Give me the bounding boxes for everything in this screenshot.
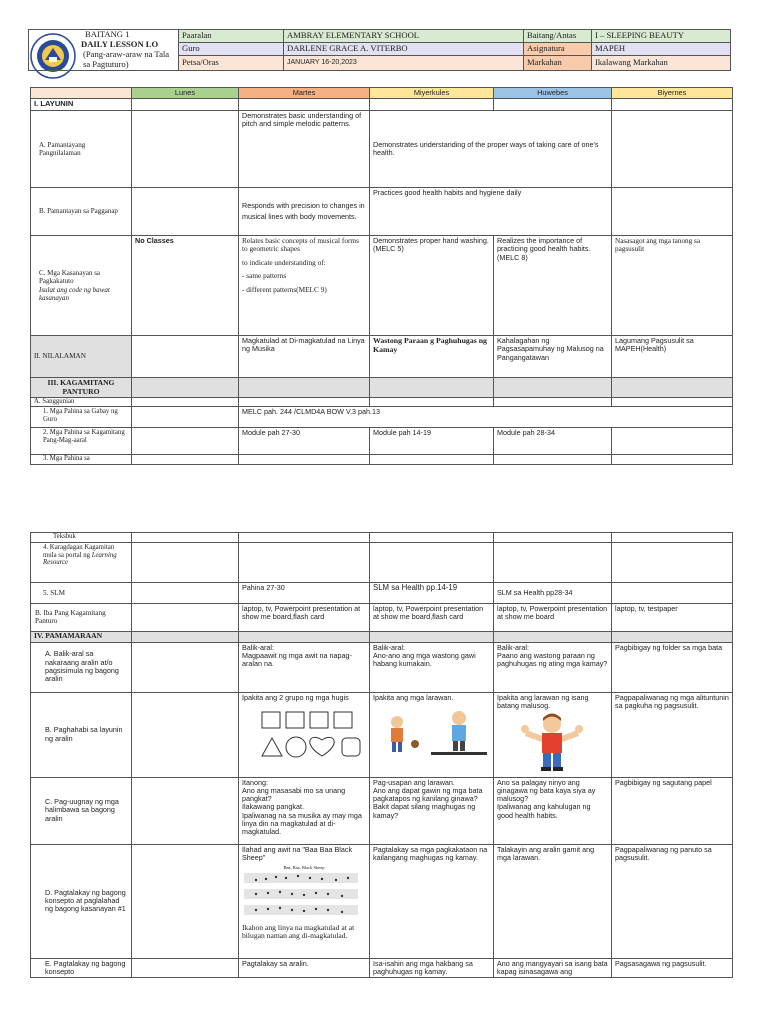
paguugnay-miyerkules: Pag-usapan ang larawan. Ano ang dapat gawin ng mga bata pagkatapos ng kanilang ginawa? Bakit dapat silang maghugas ng kamay? [370, 777, 494, 844]
nilalaman-huwebes: Kahalagahan ng Pagsasapamuhay ng Malusog na Pangangatawan [494, 336, 612, 378]
pangmag-miyerkules: Module pah 14-19 [370, 428, 494, 455]
pangmag-martes: Module pah 27-30 [239, 428, 370, 455]
healthy-child-image [497, 712, 607, 774]
pagtalakay1-martes-intro: Ilahad ang awit na "Baa Baa Black Sheep" [242, 844, 353, 862]
kasanayan-huwebes: Realizes the importance of practicing good health habits.(MELC 8) [494, 236, 612, 336]
paguugnay-biyernes: Pagbibigay ng sagutang papel [612, 777, 733, 844]
teksbuk-label-top: 3. Mga Pahina sa [31, 455, 132, 465]
balik-huwebes: Balik-aral: Paano ang wastong paraan ng paghuhugas ng ating mga kamay? [494, 642, 612, 692]
paghahabi-miyerkules [370, 692, 494, 777]
balik-miyerkules: Balik-aral: Ano-ano ang mga wastong gawi habang kumakain. [370, 642, 494, 692]
pagtalakay2-martes: Pagtalakay sa aralin. [239, 958, 370, 978]
nilalaman-miyerkules: Wastong Paraan g Paghuhugas ng Kamay [370, 336, 494, 378]
asignatura-label: Asignatura [524, 43, 592, 56]
petsa-value: JANUARY 16-20,2023 [284, 56, 524, 70]
slm-huwebes: SLM sa Health pp28-34 [494, 582, 612, 603]
asignatura-value: MAPEH [592, 43, 731, 56]
pagtalakay1-huwebes: Talakayin ang aralin gamit ang mga larawan. [494, 844, 612, 958]
guro-value: DARLENE GRACE A. VITERBO [284, 43, 524, 56]
nilalaman-label: II. NILALAMAN [31, 336, 132, 378]
slm-miyerkules: SLM sa Health pp.14-19 [370, 582, 494, 603]
pagtalakay1-martes [239, 844, 370, 958]
paggaganap-martes: Responds with precision to changes in musical lines with body movements. [239, 188, 370, 236]
paggaganap-label: B. Pamantayan sa Pagganap [31, 188, 132, 236]
kasanayan-martes-line2: to indicate understanding of: [242, 257, 326, 267]
pagtalakay2-label: E. Pagtalakay ng bagong konsepto [31, 958, 132, 978]
pangmag-label: 2. Mga Pahina sa Kagamitang Pang-Mag-aaral [31, 428, 132, 455]
gabay-value: MELC pah. 244 /CLMD4A BOW V.3 pah.13 [239, 407, 733, 428]
kasanayan-martes-line1: Relates basic concepts of musical forms to geometric shapes [242, 236, 359, 254]
iba-martes: laptop, tv, Powerpoint presentation at show me board,flash card [239, 603, 370, 631]
karagdagan-italic: Learning Resource [43, 551, 117, 567]
kasanayan-subtitle: Isulat ang code ng bawat kasanayan [39, 285, 110, 302]
kasanayan-label [31, 236, 132, 336]
iba-label: B. Iba Pang Kagamitang Panturo [31, 603, 132, 631]
sheet-music-title: Baa, Baa, Black Sheep [283, 865, 325, 871]
daily-lesson-subtitle: (Pang-araw-araw na Tala sa Pagtuturo) [83, 48, 170, 69]
pagtalakay1-biyernes: Pagpapaliwanag ng panuto sa pagsusulit. [612, 844, 733, 958]
day-header-huwebes: Huwebes [494, 88, 612, 99]
iba-huwebes: laptop, tv, Powerpoint presentation at show me board [494, 603, 612, 631]
karagdagan-text: 4. Karagdagan Kagamitan mula sa portal ng [43, 543, 115, 559]
pagtalakay1-martes-instruction: Ikahon ang linya na magkatulad at at bilugan naman ang di-magkatulad. [242, 922, 355, 941]
balik-label: A. Balik-aral sa nakaraang aralin at/o pagsisimula ng bagong aralin [31, 642, 132, 692]
iba-biyernes: laptop, tv, testpaper [612, 603, 733, 631]
iba-miyerkules: laptop, tv, Powerpoint presentation at show me board,flash card [370, 603, 494, 631]
layunin-heading: I. LAYUNIN [31, 99, 132, 111]
kasanayan-martes [239, 236, 370, 336]
shape-groups-image [242, 708, 366, 764]
baitang-antas-label: Baitang/Antas [524, 30, 592, 43]
lesson-table-part-2 [30, 532, 733, 978]
paghahabi-biyernes: Pagpapaliwanag ng mga alituntunin sa pagkuha ng pagsusulit. [612, 692, 733, 777]
school-title-cell [29, 30, 179, 71]
paghahabi-miyerkules-text: Ipakita ang mga larawan. [373, 692, 454, 702]
blank-corner [31, 88, 132, 99]
kasanayan-title: C. Mga Kasanayan sa Pagkakatuto [39, 269, 101, 286]
paaralan-label: Paaralan [179, 30, 284, 43]
pamantayang-label: A. Pamantayang Pangnilalaman [31, 111, 132, 188]
paguugnay-label: C. Pag-uugnay ng mga halimbawa sa bagong aralin [31, 777, 132, 844]
slm-martes: Pahina 27-30 [239, 582, 370, 603]
teksbuk-label-bottom: Teksbuk [31, 533, 132, 543]
pagtalakay2-miyerkules: Isa-isahin ang mga hakbang sa paghuhugas ng kamay. [370, 958, 494, 978]
nilalaman-biyernes: Lagumang Pagsusulit sa MAPEH(Health) [612, 336, 733, 378]
baitang-antas-value: I – SLEEPING BEAUTY [592, 30, 731, 43]
slm-label: 5. SLM [31, 582, 132, 603]
pagtalakay1-label: D. Pagtalakay ng bagong konsepto at paglalahad ng bagong kasanayan #1 [31, 844, 132, 958]
markahan-label: Markahan [524, 56, 592, 70]
lesson-table-part-1 [30, 87, 733, 465]
paggaganap-health: Practices good health habits and hygiene daily [370, 188, 612, 236]
pagtalakay1-miyerkules: Pagtalakay sa mga pagkakataon na kailangang maghugas ng kamay. [370, 844, 494, 958]
day-header-martes: Martes [239, 88, 370, 99]
day-header-miyerkules: Miyerkules [370, 88, 494, 99]
sanggunian-label: A. Sanggunian [31, 398, 132, 407]
paaralan-value: AMBRAY ELEMENTARY SCHOOL [284, 30, 524, 43]
paghahabi-label: B. Paghahabi sa layunin ng aralin [31, 692, 132, 777]
sheet-music-image [242, 865, 366, 920]
day-header-biyernes: Biyernes [612, 88, 733, 99]
kagamitan-label: III. KAGAMITANG PANTURO [31, 378, 132, 398]
markahan-value: Ikalawang Markahan [592, 56, 731, 70]
paguugnay-huwebes: Ano sa palagay ninyo ang ginagawa ng bata kaya siya ay malusog? Ipaliwanag ang kahulugan ng good health habits. [494, 777, 612, 844]
pagtalakay2-huwebes: Ano ang mangyayari sa isang bata kapag isinasagawa ang [494, 958, 612, 978]
kasanayan-martes-line3: - same patterns [242, 271, 287, 281]
paguugnay-martes: Itanong: Ano ang masasabi mo sa unang pangkat? Ilakawang pangkat. Ipaliwanag na sa musika ay may mga linya din na magkatulad at di-magkatulad. [239, 777, 370, 844]
day-header-lunes: Lunes [132, 88, 239, 99]
guro-label: Guro [179, 43, 284, 56]
daily-lesson-title: DAILY LESSON LO [81, 38, 159, 49]
pamamaraan-label: IV. PAMAMARAAN [31, 631, 132, 642]
paghahabi-huwebes [494, 692, 612, 777]
balik-biyernes: Pagbibigay ng folder sa mga bata [612, 642, 733, 692]
children-handwashing-image [373, 708, 491, 758]
balik-martes: Balik-aral: Magpaawit ng mga awit na napag-aralan na. [239, 642, 370, 692]
pamantayang-martes: Demonstrates basic understanding of pitch and simple melodic patterns. [239, 111, 370, 188]
no-classes-note: No Classes [132, 236, 239, 336]
kasanayan-miyerkules: Demonstrates proper hand washing.(MELC 5) [370, 236, 494, 336]
kasanayan-biyernes: Nasasagot ang mga tanong sa pagsusulit [612, 236, 733, 336]
paghahabi-martes [239, 692, 370, 777]
pagtalakay2-biyernes: Pagsasagawa ng pagsusulit. [612, 958, 733, 978]
header-table [28, 29, 731, 71]
kasanayan-martes-line4: - different patterns(MELC 9) [242, 284, 327, 294]
paghahabi-huwebes-text: Ipakita ang larawan ng isang batang malusog. [497, 692, 589, 710]
paghahabi-martes-text: Ipakita ang 2 grupo ng mga hugis [242, 692, 349, 702]
gabay-label: 1. Mga Pahina sa Gabay ng Guro [31, 407, 132, 428]
pamantayang-health: Demonstrates understanding of the proper ways of taking care of one's health. [370, 111, 612, 188]
petsa-label: Petsa/Oras [179, 56, 284, 70]
nilalaman-martes: Magkatulad at Di-magkatulad na Linya ng Musika [239, 336, 370, 378]
baitang-label: BAITANG 1 [85, 29, 130, 39]
karagdagan-label [31, 542, 132, 582]
pangmag-huwebes: Module pah 28-34 [494, 428, 612, 455]
